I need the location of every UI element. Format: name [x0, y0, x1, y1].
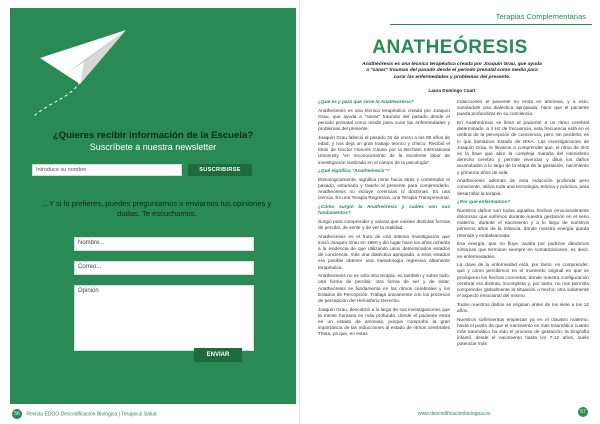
article-question: ¿Cómo surgió la Anatheóresis y cuáles son sus fundamentos? — [318, 205, 450, 217]
right-page — [300, 0, 600, 424]
article-paragraph: Nuestros daños son todos aquellos hechos emocionalmente dolorosos que sufrimos durante nuestra gestación en el seno materno, durante el nacimiento y a lo largo de nuestros primeros años de la infancia, dónde nuestra energía queda retenida y embalsamada. — [457, 208, 589, 239]
email-field[interactable] — [74, 261, 254, 275]
section-label: Terapias Complementarias — [495, 12, 586, 21]
article-paragraph: En Anatheóresis se lleva al paciente a un ritmo cerebral determinado, a 4 Hz de frecuencia, esta frecuencia está en el umbral de la percepción de conciencia, pero sin perderla, es lo que llamamos Estado de IEKA. Las investigaciones de Joaquín Grau, le llevaron a comprender que, el ritmo de 4Hz es la llave que abre la compleja maraña del Hemisferio derecho cerebro y permite vivenciar y diluir los daños acumulados a lo largo de la etapa de la gestación, nacimiento y primeros años de vida. — [457, 121, 589, 176]
article-paragraph: Anatheóresis además de esta inducción profunda pero consciente, utiliza toda una tecnología, teórica y práctica, para desarrollar la terapia. — [457, 179, 589, 197]
right-page-number: 57 — [578, 407, 588, 417]
article-intro: Anatheóresis es una técnica terapéutica creada por Joaquín Grau, que ayuda a "sanar" traumas del pasado desde el periodo prenatal como medio para curar las enfermedades y problemas del presente. — [362, 62, 542, 80]
newsletter-title: ¿Quieres recibir información de la Escuela? — [52, 130, 254, 141]
name-field[interactable] — [74, 237, 254, 251]
article-paragraph: Etimológicamente, significa mirar hacia atrás y contemplar el pasado, estumarlo y traerlo al presente para comprenderlo. Anatheóresis no incluye creencias ni doctrinas. Es una ciencia. Es una Terapia Regresiva, una Terapia Transpersonal. — [318, 177, 450, 202]
email-field-label: Correo... — [78, 264, 102, 270]
send-button[interactable]: ENVIAR — [194, 348, 242, 362]
article-paragraph: Nuestros sufrimientos empiezan ya en el claustro materno, hasta el punto de que el nacimiento es más traumático cuanto más traumático ha sido el proceso de gestación; la biografía infantil, desde el nacimiento hasta los 7-12 años, suele potenciar más — [457, 317, 589, 348]
article-question: ¿Por qué enfermamos? — [457, 200, 511, 206]
paper-plane-icon — [38, 28, 128, 86]
opinion-field-label: Opinión — [78, 288, 99, 294]
left-page-number: 56 — [12, 409, 22, 419]
newsletter-subtitle: Suscríbete a nuestra newsletter — [89, 142, 217, 152]
plane-trail — [30, 80, 100, 120]
name-field-label: Nombre... — [78, 240, 105, 246]
left-footer-text: Revista EDGO Descodificación Biológica | Terapia & Salud — [26, 411, 157, 418]
article-question: ¿Qué significa "Anatheóresis"? — [318, 169, 390, 175]
article-column-1 — [318, 100, 450, 398]
article-paragraph: Joaquín Grau, descubrió a lo largo de sus investigaciones que la mente humana es más profunda, donde el paciente entra en un estado de amnesia, porque comprobó la gran importancia de las Inducciones al estado de ritmos cerebrales Theta, ya que, en estas — [318, 307, 450, 338]
article-question: ¿Qué es y para qué sirve la Anatheóresis? — [318, 100, 414, 105]
section-rule — [390, 24, 592, 25]
article-paragraph: Anatheóresis es el fruto de una intensa investigación que inició Joaquín Grau en 1960 y dio lugar hace los años ochenta a la evidencia de que utilizando unos determinados estados de conciencia, más una dialéctica apropiada, a esos estados era posible obtener una metodología regresiva altamente terapéutica. — [318, 234, 450, 271]
article-paragraph: La clave de la enfermedad está, por tanto, en comprender, qué y cómo percibimos en el momento original en que se produjeron los hechos concretos, donde nuestra configuración cerebral era distinta, incompleta y, por tanto, no nos permitía comprender globalmente la situación o hecho; otra solamente el aspecto emocional del mismo. — [457, 263, 589, 300]
article-paragraph: Surgió para comprender y valorar que existen distintas formas de percibir, de sentir y de ver la realidad. — [318, 219, 450, 231]
article-paragraph: Esa energía, que no fluye, acaba por pudrirse dándonos síntomas que terminan siempre en somatizaciones, es decir, en enfermedades. — [457, 242, 589, 260]
newsletter-name-input[interactable]: Introduce su nombre — [32, 164, 182, 176]
opinion-field[interactable] — [74, 285, 254, 351]
article-paragraph: Anatheóresis no es sólo otra terapia, es también y sobre todo, otra forma de percibir, otra forma de ser y de estar. Anatheóresis se fundamenta en los ritmos cerebrales y los Estados de Percepción. Trabaja únicamente con los procesos de percepción del Hemisferio Derecho. — [318, 274, 450, 305]
article-title: ANATHEÓRESIS — [372, 37, 528, 58]
contact-text: ...Y si lo prefieres, puedes preguntarnos o enviarnos tus opiniones y dudas. Te escuchamos. — [42, 199, 272, 218]
footer-url[interactable]: www.descodificacionbiologica.es — [418, 411, 491, 417]
article-paragraph: Anatheóresis es una técnica terapéutica creada por Joaquín Grau, que ayuda a "sanar" traumas del pasado desde el periodo prenatal como medio para curar las enfermedades y problemas del presente. — [318, 108, 450, 133]
article-paragraph: Joaquín Grau falleció el pasado 31 de enero a los 85 años de edad, y nos deja un gran trabajo teórico y clínico. Recibió el título de Doctor Honoris Causa por la Bircham International University "en reconocimiento de la excelente labor de investigación realizada en el campo de la psicología". — [318, 135, 450, 166]
newsletter-panel — [10, 8, 296, 404]
article-author: Laura Domingo Cuart — [428, 88, 476, 93]
article-paragraph: Inducciones el paciente no entra en amnesia, y a esto, sumándole una dialéctica apropiada, hace que el paciente pueda profundizar en su conciencia. — [457, 100, 589, 118]
article-paragraph: Todos nuestros daños se originan antes de los siete a los 12 años. — [457, 302, 589, 315]
left-footer — [12, 409, 157, 419]
subscribe-button[interactable]: SUSCRIBIRSE — [188, 164, 252, 176]
article-column-2 — [457, 100, 589, 398]
